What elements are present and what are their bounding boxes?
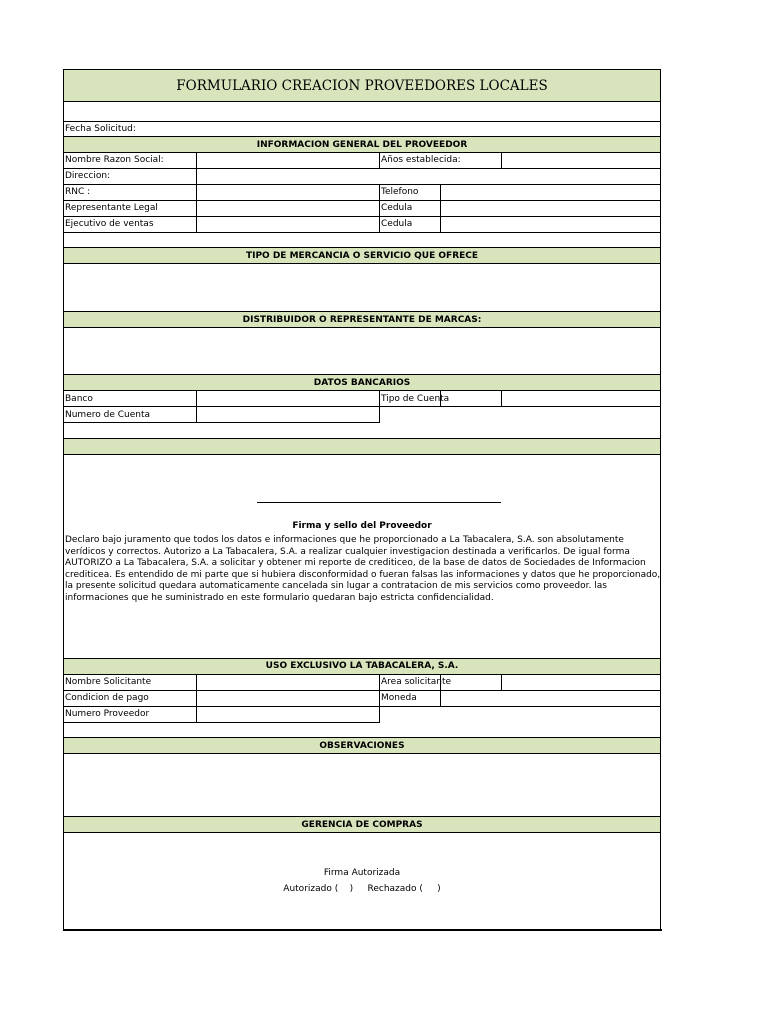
representante-legal-input[interactable] [197,201,379,216]
mercancia-textarea[interactable] [64,264,660,311]
nombre-razon-social-label: Nombre Razon Social: [65,155,164,165]
uso-exclusivo-header: USO EXCLUSIVO LA TABACALERA, S.A. [265,661,459,671]
cedula-representante-input[interactable] [441,201,660,216]
distribuidor-header: DISTRIBUIDOR O REPRESENTANTE DE MARCAS: [242,315,482,325]
autorizado-rechazado-label: Autorizado ( ) Rechazado ( ) [283,884,441,894]
anos-establecida-input[interactable] [502,153,660,168]
tipo-cuenta-label: Tipo de Cuenta [381,394,450,404]
moneda-label: Moneda [381,693,417,703]
area-solicitante-label: Area solicitante [381,677,452,687]
form-title: FORMULARIO CREACION PROVEEDORES LOCALES [176,78,548,94]
nombre-solicitante-input[interactable] [197,675,379,690]
ejecutivo-ventas-label: Ejecutivo de ventas [65,219,154,229]
direccion-input[interactable] [197,169,660,184]
telefono-input[interactable] [441,185,660,200]
fecha-input[interactable] [150,122,660,136]
area-solicitante-input[interactable] [502,675,660,690]
tipo-cuenta-input[interactable] [502,391,660,406]
nombre-solicitante-label: Nombre Solicitante [65,677,152,687]
general-header: INFORMACION GENERAL DEL PROVEEDOR [256,140,468,150]
firma-autorizada-label: Firma Autorizada [323,868,401,878]
firma-proveedor-label: Firma y sello del Proveedor [292,521,432,531]
anos-establecida-label: Años establecida: [381,155,461,165]
distribuidor-textarea[interactable] [64,328,660,374]
condicion-pago-input[interactable] [197,691,379,706]
cedula-representante-label: Cedula [381,203,413,213]
firma-proveedor-area[interactable] [257,470,501,502]
observaciones-header: OBSERVACIONES [319,741,405,751]
representante-legal-label: Representante Legal [65,203,158,213]
telefono-label: Telefono [381,187,419,197]
numero-cuenta-input[interactable] [197,407,379,422]
cedula-ejecutivo-label: Cedula [381,219,413,229]
observaciones-textarea[interactable] [64,754,660,816]
condicion-pago-label: Condicion de pago [65,693,149,703]
numero-proveedor-label: Numero Proveedor [65,709,150,719]
rnc-input[interactable] [197,185,379,200]
cedula-ejecutivo-input[interactable] [441,217,660,232]
signature-line [257,502,501,503]
numero-cuenta-label: Numero de Cuenta [65,410,150,420]
banco-label: Banco [65,394,93,404]
banco-input[interactable] [197,391,379,406]
moneda-input[interactable] [441,691,660,706]
bancarios-header: DATOS BANCARIOS [313,378,411,388]
gerencia-header: GERENCIA DE COMPRAS [301,820,423,830]
nombre-razon-social-input[interactable] [197,153,379,168]
direccion-label: Direccion: [65,171,111,181]
rnc-label: RNC : [65,187,91,197]
mercancia-header: TIPO DE MERCANCIA O SERVICIO QUE OFRECE [245,251,479,261]
fecha-label: Fecha Solicitud: [65,124,136,134]
ejecutivo-ventas-input[interactable] [197,217,379,232]
numero-proveedor-input[interactable] [197,707,379,722]
declaration-text: Declaro bajo juramento que todos los datos e informaciones que he proporcionado a La Tabacalera, S.A. son absolutamente verídicos y correctos. Autorizo a La Tabacalera, S.A. a realizar cualquier investigacion destinada a verificarlos. De igual forma AUTORIZO a La Tabacalera, S.A. a solicitar y obtener mi reporte de crediticeo, de la base de datos de Sociedades de Informacion crediticea. Es entendido de mi parte que si hubiera disconformidad o fueran falsas las informaciones y datos que he proporcionado, la presente solicitud quedara automaticamente cancelada sin lugar a contratacion de mis servicios como proveedor. las informaciones que he suministrado en este formulario quedaran bajo estricta confidencialidad. [65,535,661,603]
empty-band [63,439,661,455]
